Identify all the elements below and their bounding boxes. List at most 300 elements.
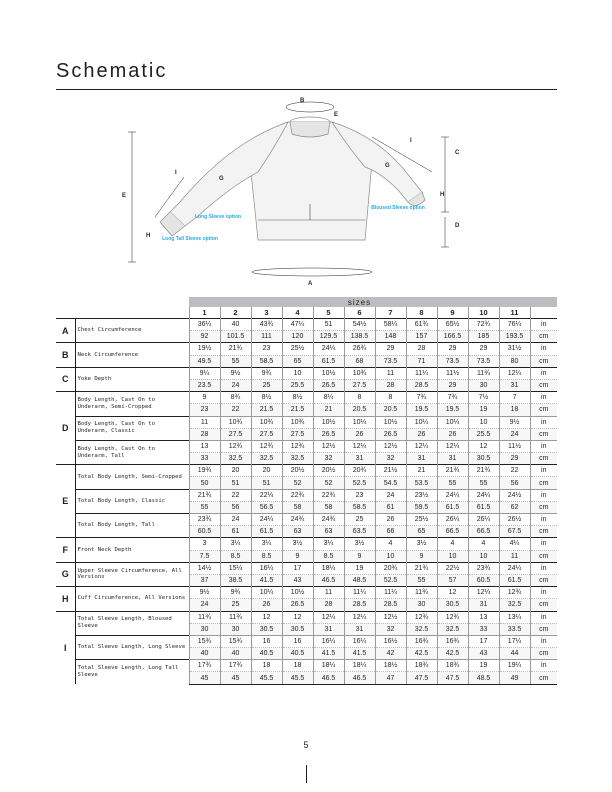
letter-d: D	[455, 223, 460, 229]
value-cell-in: 12¾	[282, 440, 313, 452]
value-cell-in: 23¾	[468, 562, 499, 574]
value-cell-in: 10¼	[344, 416, 375, 428]
value-cell-cm: 27.5	[344, 379, 375, 391]
size-header-cell: 4	[282, 307, 313, 319]
value-cell-in: 16¼	[251, 562, 282, 574]
value-cell-cm: 65	[406, 526, 437, 538]
value-cell-cm: 52.5	[344, 477, 375, 489]
value-cell-in: 12½	[375, 440, 406, 452]
value-cell-cm: 22	[220, 404, 251, 416]
value-cell-in: 4¼	[499, 538, 530, 550]
value-cell-in: 58¼	[375, 319, 406, 331]
value-cell-in: 18	[282, 660, 313, 672]
measurements-table-wrapper	[56, 297, 557, 685]
value-cell-in: 19	[344, 562, 375, 574]
value-cell-cm: 52	[313, 477, 344, 489]
value-cell-in: 3	[189, 538, 220, 550]
value-cell-in: 26½	[499, 514, 530, 526]
value-cell-in: 12	[251, 611, 282, 623]
unit-cell: in	[530, 465, 557, 477]
value-cell-in: 11¾	[189, 611, 220, 623]
value-cell-in: 21½	[375, 465, 406, 477]
value-cell-cm: 49.5	[189, 355, 220, 367]
measurement-letter: I	[56, 611, 75, 684]
long-tall-sleeve-label: Long Tall Sleeve option	[162, 236, 218, 242]
measurement-letter: H	[56, 587, 75, 611]
value-cell-in: 12¼	[499, 367, 530, 379]
value-cell-cm: 20.5	[344, 404, 375, 416]
value-cell-cm: 45.5	[251, 672, 282, 684]
unit-cell: in	[530, 489, 557, 501]
table-row	[56, 514, 557, 526]
value-cell-cm: 8.5	[251, 550, 282, 562]
value-cell-cm: 57	[437, 574, 468, 586]
value-cell-in: 11¼	[406, 367, 437, 379]
value-cell-cm: 32.5	[220, 453, 251, 465]
size-header-cell: 9	[437, 307, 468, 319]
measurement-label: Cuff Circumference, All Versions	[75, 587, 189, 611]
unit-cell: cm	[530, 453, 557, 465]
value-cell-in: 20¾	[375, 562, 406, 574]
unit-cell: in	[530, 660, 557, 672]
value-cell-cm: 46.5	[344, 672, 375, 684]
unit-cell: cm	[530, 379, 557, 391]
value-cell-in: 22	[499, 465, 530, 477]
unit-cell: in	[530, 562, 557, 574]
value-cell-in: 13¼	[499, 611, 530, 623]
value-cell-in: 17	[282, 562, 313, 574]
value-cell-cm: 30	[406, 599, 437, 611]
value-cell-in: 12¼	[437, 440, 468, 452]
value-cell-cm: 129.5	[313, 331, 344, 343]
value-cell-cm: 80	[499, 355, 530, 367]
size-header-cell: 5	[313, 307, 344, 319]
value-cell-in: 15¼	[220, 562, 251, 574]
value-cell-in: 10¾	[344, 367, 375, 379]
value-cell-cm: 61	[375, 501, 406, 513]
unit-cell: cm	[530, 526, 557, 538]
value-cell-in: 29	[437, 343, 468, 355]
letter-g-left: G	[219, 176, 224, 182]
page-tick-mark	[306, 765, 307, 783]
value-cell-cm: 31	[344, 623, 375, 635]
value-cell-cm: 25	[251, 379, 282, 391]
value-cell-cm: 59.5	[406, 501, 437, 513]
value-cell-cm: 63	[282, 526, 313, 538]
value-cell-cm: 54.5	[375, 477, 406, 489]
measurement-label: Body Length, Cast On to Underarm, Tall	[75, 440, 189, 464]
value-cell-in: 19¼	[499, 660, 530, 672]
value-cell-in: 26	[375, 514, 406, 526]
value-cell-in: 18¼	[344, 660, 375, 672]
table-row	[56, 635, 557, 647]
value-cell-in: 26¾	[344, 343, 375, 355]
unit-cell: in	[530, 440, 557, 452]
unit-cell: cm	[530, 501, 557, 513]
value-cell-in: 25	[344, 514, 375, 526]
value-cell-cm: 50	[189, 477, 220, 489]
value-cell-in: 3½	[406, 538, 437, 550]
value-cell-in: 12	[282, 611, 313, 623]
value-cell-in: 23	[344, 489, 375, 501]
value-cell-cm: 30.5	[437, 599, 468, 611]
value-cell-cm: 61	[220, 526, 251, 538]
value-cell-cm: 56.5	[251, 501, 282, 513]
value-cell-cm: 21.5	[251, 404, 282, 416]
value-cell-in: 54½	[344, 319, 375, 331]
value-cell-cm: 60.5	[468, 574, 499, 586]
size-header-cell: 7	[375, 307, 406, 319]
value-cell-cm: 25.5	[468, 428, 499, 440]
value-cell-cm: 58	[282, 501, 313, 513]
unit-cell: cm	[530, 404, 557, 416]
value-cell-cm: 45	[220, 672, 251, 684]
value-cell-cm: 31	[406, 453, 437, 465]
value-cell-in: 21¾	[468, 465, 499, 477]
value-cell-in: 20	[220, 465, 251, 477]
value-cell-in: 4	[437, 538, 468, 550]
table-row	[56, 465, 557, 477]
value-cell-in: 10¾	[251, 416, 282, 428]
value-cell-cm: 32.5	[406, 623, 437, 635]
value-cell-in: 20¾	[344, 465, 375, 477]
table-row	[56, 611, 557, 623]
value-cell-in: 21	[406, 465, 437, 477]
value-cell-in: 72¾	[468, 319, 499, 331]
value-cell-in: 22¾	[282, 489, 313, 501]
letter-a: A	[308, 281, 313, 287]
value-cell-cm: 43	[468, 648, 499, 660]
value-cell-cm: 29	[499, 453, 530, 465]
value-cell-cm: 8.5	[313, 550, 344, 562]
value-cell-in: 12¼	[344, 611, 375, 623]
measurement-label: Body Length, Cast On to Underarm, Semi-Cropped	[75, 392, 189, 416]
value-cell-in: 12¾	[437, 611, 468, 623]
value-cell-in: 24¾	[313, 514, 344, 526]
value-cell-in: 11½	[437, 367, 468, 379]
table-row	[56, 319, 557, 331]
value-cell-in: 9½	[220, 367, 251, 379]
table-row	[56, 440, 557, 452]
value-cell-cm: 61.5	[313, 355, 344, 367]
unit-cell: in	[530, 538, 557, 550]
unit-cell: in	[530, 514, 557, 526]
unit-cell: cm	[530, 672, 557, 684]
value-cell-cm: 19.5	[406, 404, 437, 416]
measurement-label: Total Body Length, Semi-Cropped	[75, 465, 189, 489]
value-cell-cm: 31	[313, 623, 344, 635]
value-cell-in: 24¼	[313, 343, 344, 355]
value-cell-cm: 55	[406, 574, 437, 586]
value-cell-in: 19¾	[189, 465, 220, 477]
value-cell-cm: 55	[189, 501, 220, 513]
value-cell-cm: 19.5	[437, 404, 468, 416]
value-cell-in: 4	[468, 538, 499, 550]
size-numbers-row	[56, 307, 557, 319]
value-cell-cm: 52.5	[375, 574, 406, 586]
value-cell-in: 7¾	[406, 392, 437, 404]
value-cell-in: 23	[251, 343, 282, 355]
value-cell-cm: 42.5	[406, 648, 437, 660]
value-cell-cm: 25.5	[282, 379, 313, 391]
letter-c: C	[455, 150, 460, 156]
table-row	[56, 489, 557, 501]
value-cell-in: 10	[282, 367, 313, 379]
value-cell-cm: 28	[189, 428, 220, 440]
value-cell-cm: 41.5	[251, 574, 282, 586]
measurement-label: Total Body Length, Classic	[75, 489, 189, 513]
value-cell-in: 8¼	[313, 392, 344, 404]
size-header-cell: 8	[406, 307, 437, 319]
value-cell-in: 7	[499, 392, 530, 404]
letter-i-left: I	[175, 170, 177, 176]
value-cell-in: 12¼	[468, 587, 499, 599]
value-cell-cm: 58.5	[251, 355, 282, 367]
value-cell-cm: 138.5	[344, 331, 375, 343]
value-cell-in: 8½	[282, 392, 313, 404]
size-header-cell: 2	[220, 307, 251, 319]
value-cell-in: 19	[468, 660, 499, 672]
long-sleeve-label: Long Sleeve option	[194, 214, 242, 220]
value-cell-cm: 30	[220, 623, 251, 635]
value-cell-in: 24¾	[282, 514, 313, 526]
value-cell-in: 10½	[313, 367, 344, 379]
value-cell-cm: 45	[189, 672, 220, 684]
measurement-letter: D	[56, 392, 75, 465]
value-cell-in: 51	[313, 319, 344, 331]
value-cell-in: 12½	[313, 440, 344, 452]
value-cell-in: 21¾	[437, 465, 468, 477]
value-cell-cm: 20.5	[375, 404, 406, 416]
value-cell-cm: 157	[406, 331, 437, 343]
value-cell-in: 47¼	[282, 319, 313, 331]
value-cell-cm: 61.5	[468, 501, 499, 513]
value-cell-in: 24	[375, 489, 406, 501]
value-cell-in: 24	[220, 514, 251, 526]
value-cell-cm: 32	[375, 623, 406, 635]
value-cell-in: 10½	[313, 416, 344, 428]
value-cell-cm: 31	[437, 453, 468, 465]
letter-g-right: G	[385, 163, 390, 169]
value-cell-cm: 92	[189, 331, 220, 343]
value-cell-cm: 30.5	[251, 623, 282, 635]
value-cell-cm: 24	[220, 379, 251, 391]
value-cell-in: 17¾	[189, 660, 220, 672]
unit-cell: cm	[530, 599, 557, 611]
value-cell-cm: 61.5	[437, 501, 468, 513]
value-cell-cm: 166.5	[437, 331, 468, 343]
value-cell-cm: 40	[220, 648, 251, 660]
value-cell-cm: 120	[282, 331, 313, 343]
value-cell-in: 10	[468, 416, 499, 428]
measurement-label: Body Length, Cast On to Underarm, Classic	[75, 416, 189, 440]
measurement-letter: E	[56, 465, 75, 538]
letter-h-left: H	[146, 233, 151, 239]
value-cell-cm: 111	[251, 331, 282, 343]
value-cell-cm: 43	[282, 574, 313, 586]
title-divider	[56, 89, 557, 90]
value-cell-cm: 25	[220, 599, 251, 611]
table-row	[56, 367, 557, 379]
value-cell-cm: 67.5	[499, 526, 530, 538]
value-cell-cm: 37	[189, 574, 220, 586]
value-cell-cm: 10	[375, 550, 406, 562]
value-cell-in: 10¼	[251, 587, 282, 599]
value-cell-cm: 60.5	[189, 526, 220, 538]
value-cell-in: 12½	[375, 611, 406, 623]
value-cell-cm: 61.5	[251, 526, 282, 538]
value-cell-cm: 66	[375, 526, 406, 538]
value-cell-in: 3¼	[313, 538, 344, 550]
value-cell-in: 28	[406, 343, 437, 355]
value-cell-cm: 63	[313, 526, 344, 538]
measurement-letter: G	[56, 562, 75, 586]
value-cell-cm: 18	[499, 404, 530, 416]
unit-cell: cm	[530, 623, 557, 635]
size-header-cell: 3	[251, 307, 282, 319]
value-cell-cm: 26	[344, 428, 375, 440]
unit-cell: cm	[530, 648, 557, 660]
value-cell-in: 24¼	[468, 489, 499, 501]
value-cell-in: 24¼	[251, 514, 282, 526]
value-cell-in: 3¼	[220, 538, 251, 550]
measurement-label: Neck Circumference	[75, 343, 189, 367]
value-cell-in: 12¼	[313, 611, 344, 623]
value-cell-in: 18	[251, 660, 282, 672]
value-cell-in: 12¼	[406, 440, 437, 452]
value-cell-cm: 9	[406, 550, 437, 562]
sweater-schematic-drawing	[110, 92, 510, 292]
value-cell-in: 9¾	[251, 367, 282, 379]
value-cell-in: 8¾	[220, 392, 251, 404]
value-cell-cm: 41.5	[313, 648, 344, 660]
value-cell-cm: 8.5	[220, 550, 251, 562]
value-cell-cm: 28.5	[406, 379, 437, 391]
unit-cell: in	[530, 416, 557, 428]
value-cell-in: 40	[220, 319, 251, 331]
value-cell-in: 13	[468, 611, 499, 623]
unit-cell: in	[530, 635, 557, 647]
value-cell-cm: 58	[313, 501, 344, 513]
value-cell-cm: 49	[499, 672, 530, 684]
value-cell-in: 61¾	[406, 319, 437, 331]
value-cell-cm: 73.5	[468, 355, 499, 367]
value-cell-in: 18¾	[437, 660, 468, 672]
value-cell-in: 18¼	[313, 660, 344, 672]
value-cell-cm: 193.5	[499, 331, 530, 343]
value-cell-in: 22¼	[251, 489, 282, 501]
sweater-schematic-figure	[110, 92, 510, 292]
value-cell-in: 14½	[189, 562, 220, 574]
value-cell-cm: 27.5	[251, 428, 282, 440]
value-cell-cm: 63.5	[344, 526, 375, 538]
value-cell-cm: 23	[189, 404, 220, 416]
value-cell-cm: 33	[468, 623, 499, 635]
value-cell-cm: 27.5	[282, 428, 313, 440]
value-cell-cm: 46.5	[313, 672, 344, 684]
value-cell-cm: 9	[282, 550, 313, 562]
value-cell-in: 12¾	[406, 611, 437, 623]
value-cell-cm: 28.5	[375, 599, 406, 611]
value-cell-cm: 24	[499, 428, 530, 440]
value-cell-in: 12¾	[499, 587, 530, 599]
measurement-label: Chest Circumference	[75, 319, 189, 343]
value-cell-in: 11½	[499, 440, 530, 452]
value-cell-in: 9½	[189, 587, 220, 599]
value-cell-cm: 32.5	[437, 623, 468, 635]
measurement-label: Total Sleeve Length, Bloused Sleeve	[75, 611, 189, 635]
value-cell-cm: 40.5	[282, 648, 313, 660]
value-cell-in: 4	[375, 538, 406, 550]
value-cell-in: 10¼	[406, 416, 437, 428]
value-cell-in: 22¾	[313, 489, 344, 501]
table-row	[56, 660, 557, 672]
value-cell-in: 16¼	[344, 635, 375, 647]
value-cell-cm: 73.5	[375, 355, 406, 367]
measurement-letter: F	[56, 538, 75, 562]
sizes-header: sizes	[189, 297, 530, 307]
value-cell-in: 11¾	[468, 367, 499, 379]
measurement-letter: B	[56, 343, 75, 367]
unit-cell: cm	[530, 574, 557, 586]
page-number: 5	[303, 740, 309, 750]
value-cell-cm: 42.5	[437, 648, 468, 660]
value-cell-in: 26¼	[468, 514, 499, 526]
value-cell-in: 36¼	[189, 319, 220, 331]
unit-cell: cm	[530, 331, 557, 343]
table-row	[56, 416, 557, 428]
value-cell-cm: 26.5	[313, 379, 344, 391]
value-cell-cm: 44	[499, 648, 530, 660]
value-cell-cm: 58.5	[344, 501, 375, 513]
table-row	[56, 587, 557, 599]
sizes-header-row	[56, 297, 557, 307]
value-cell-in: 11	[313, 587, 344, 599]
letter-h-right: H	[440, 192, 445, 198]
measurement-letter: A	[56, 319, 75, 343]
value-cell-cm: 45.5	[282, 672, 313, 684]
value-cell-cm: 31	[499, 379, 530, 391]
value-cell-in: 3¼	[251, 538, 282, 550]
value-cell-cm: 33.5	[499, 623, 530, 635]
value-cell-cm: 26.5	[282, 599, 313, 611]
value-cell-cm: 28.5	[344, 599, 375, 611]
value-cell-cm: 26	[251, 599, 282, 611]
measurement-label: Total Sleeve Length, Long Tall Sleeve	[75, 660, 189, 684]
measurement-letter: C	[56, 367, 75, 391]
letter-i-right: I	[410, 138, 412, 144]
unit-cell: cm	[530, 550, 557, 562]
value-cell-cm: 56	[499, 477, 530, 489]
table-row	[56, 538, 557, 550]
value-cell-in: 3½	[282, 538, 313, 550]
value-cell-in: 18¼	[313, 562, 344, 574]
value-cell-cm: 47.5	[406, 672, 437, 684]
value-cell-cm: 66.5	[468, 526, 499, 538]
value-cell-cm: 47	[375, 672, 406, 684]
value-cell-cm: 53.5	[406, 477, 437, 489]
value-cell-cm: 41.5	[344, 648, 375, 660]
value-cell-cm: 29	[437, 379, 468, 391]
value-cell-cm: 185	[468, 331, 499, 343]
table-row	[56, 343, 557, 355]
unit-cell: cm	[530, 428, 557, 440]
value-cell-in: 16¾	[406, 635, 437, 647]
measurements-body	[56, 319, 557, 685]
value-cell-in: 18½	[375, 660, 406, 672]
value-cell-cm: 28	[313, 599, 344, 611]
value-cell-in: 9½	[499, 416, 530, 428]
